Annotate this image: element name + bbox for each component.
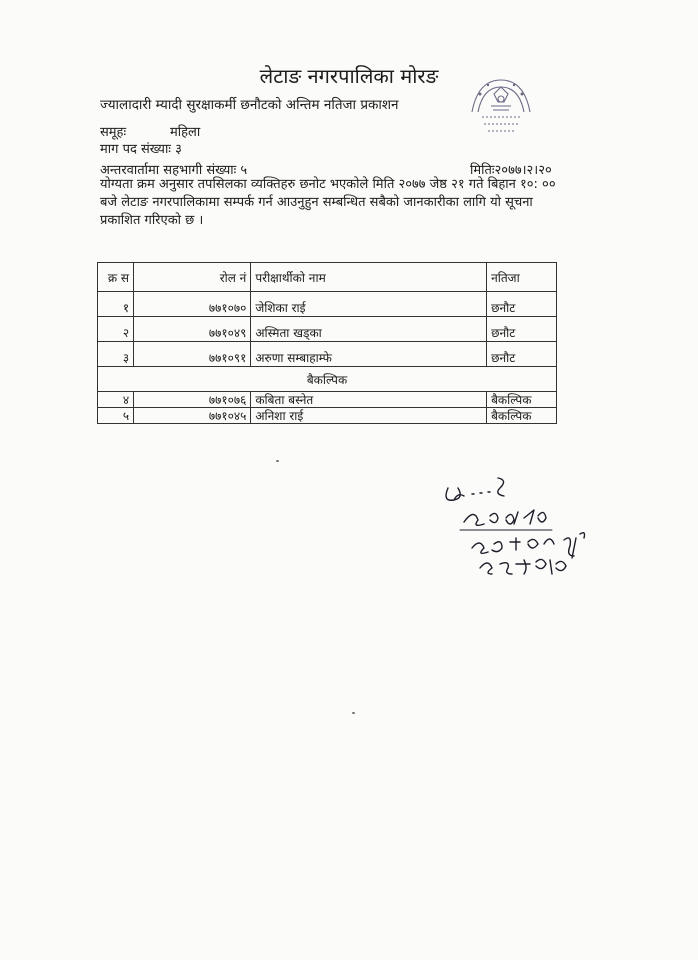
cell-roll: ७७१०७६ — [134, 392, 251, 408]
cell-result: छनौट — [487, 342, 557, 367]
scan-speck — [276, 460, 279, 462]
group-line — [100, 122, 200, 140]
table-row — [98, 392, 557, 408]
interview-label: अन्तरवार्तामा सहभागी संख्याः — [100, 163, 237, 178]
cell-roll: ७७१०४९ — [134, 317, 251, 342]
alternate-section-row — [98, 367, 557, 392]
table-row — [98, 342, 557, 367]
cell-roll: ७७१०७० — [134, 292, 251, 317]
scan-speck — [352, 712, 355, 714]
cell-name: जेशिका राई — [251, 292, 487, 317]
cell-result: बैकल्पिक — [487, 408, 557, 424]
cell-sn: ५ — [98, 408, 134, 424]
cell-name: अनिशा राई — [251, 408, 487, 424]
posts-value: ३ — [175, 142, 182, 157]
cell-roll: ७७१०४५ — [134, 408, 251, 424]
interview-value: ५ — [240, 163, 248, 178]
cell-result: बैकल्पिक — [487, 392, 557, 408]
group-value: महिला — [170, 125, 201, 140]
page-subtitle: ज्यालादारी म्यादी सुरक्षाकर्मी छनौटको अन्तिम नतिजा प्रकाशन — [100, 97, 399, 113]
page-title: लेटाङ नगरपालिका मोरङ — [259, 64, 439, 88]
group-label: समूहः — [100, 125, 127, 140]
date-value: २०७७।२।२० — [494, 163, 552, 178]
table-row — [98, 317, 557, 342]
results-table — [97, 262, 557, 424]
posts-label: माग पद संख्याः — [100, 142, 171, 157]
posts-line — [100, 139, 182, 157]
cell-sn: ४ — [98, 392, 134, 408]
table-header-row — [98, 263, 557, 292]
cell-result: छनौट — [487, 292, 557, 317]
alternate-section-heading: बैकल्पिक — [98, 367, 557, 392]
col-header-sn: क्र स — [98, 263, 134, 292]
cell-result: छनौट — [487, 317, 557, 342]
office-seal-stamp — [458, 72, 544, 140]
table-row — [98, 292, 557, 317]
notice-paragraph: योग्यता क्रम अनुसार तपसिलका व्यक्तिहरु छनोट भएकोले मिति २०७७ जेष्ठ २१ गते बिहान १०: ०० बजे लेटाङ नगरपालिकामा सम्पर्क गर्न आउनुहुन सम्बन्धित सबैको जानकारीका लागि यो सूचना प्रकाशित गरिएको छ । — [100, 177, 556, 228]
date-label: मितिः — [470, 163, 495, 178]
cell-name: अस्मिता खड्का — [251, 317, 487, 342]
cell-sn: २ — [98, 317, 134, 342]
cell-name: कबिता बस्नेत — [251, 392, 487, 408]
cell-roll: ७७१०९१ — [134, 342, 251, 367]
cell-name: अरुणा सम्बाहाम्फे — [251, 342, 487, 367]
cell-sn: ३ — [98, 342, 134, 367]
cell-sn: १ — [98, 292, 134, 317]
table-row — [98, 408, 557, 424]
handwritten-signature — [420, 460, 620, 590]
col-header-name: परीक्षार्थीको नाम — [251, 263, 487, 292]
col-header-roll: रोल नं — [134, 263, 251, 292]
col-header-result: नतिजा — [487, 263, 557, 292]
